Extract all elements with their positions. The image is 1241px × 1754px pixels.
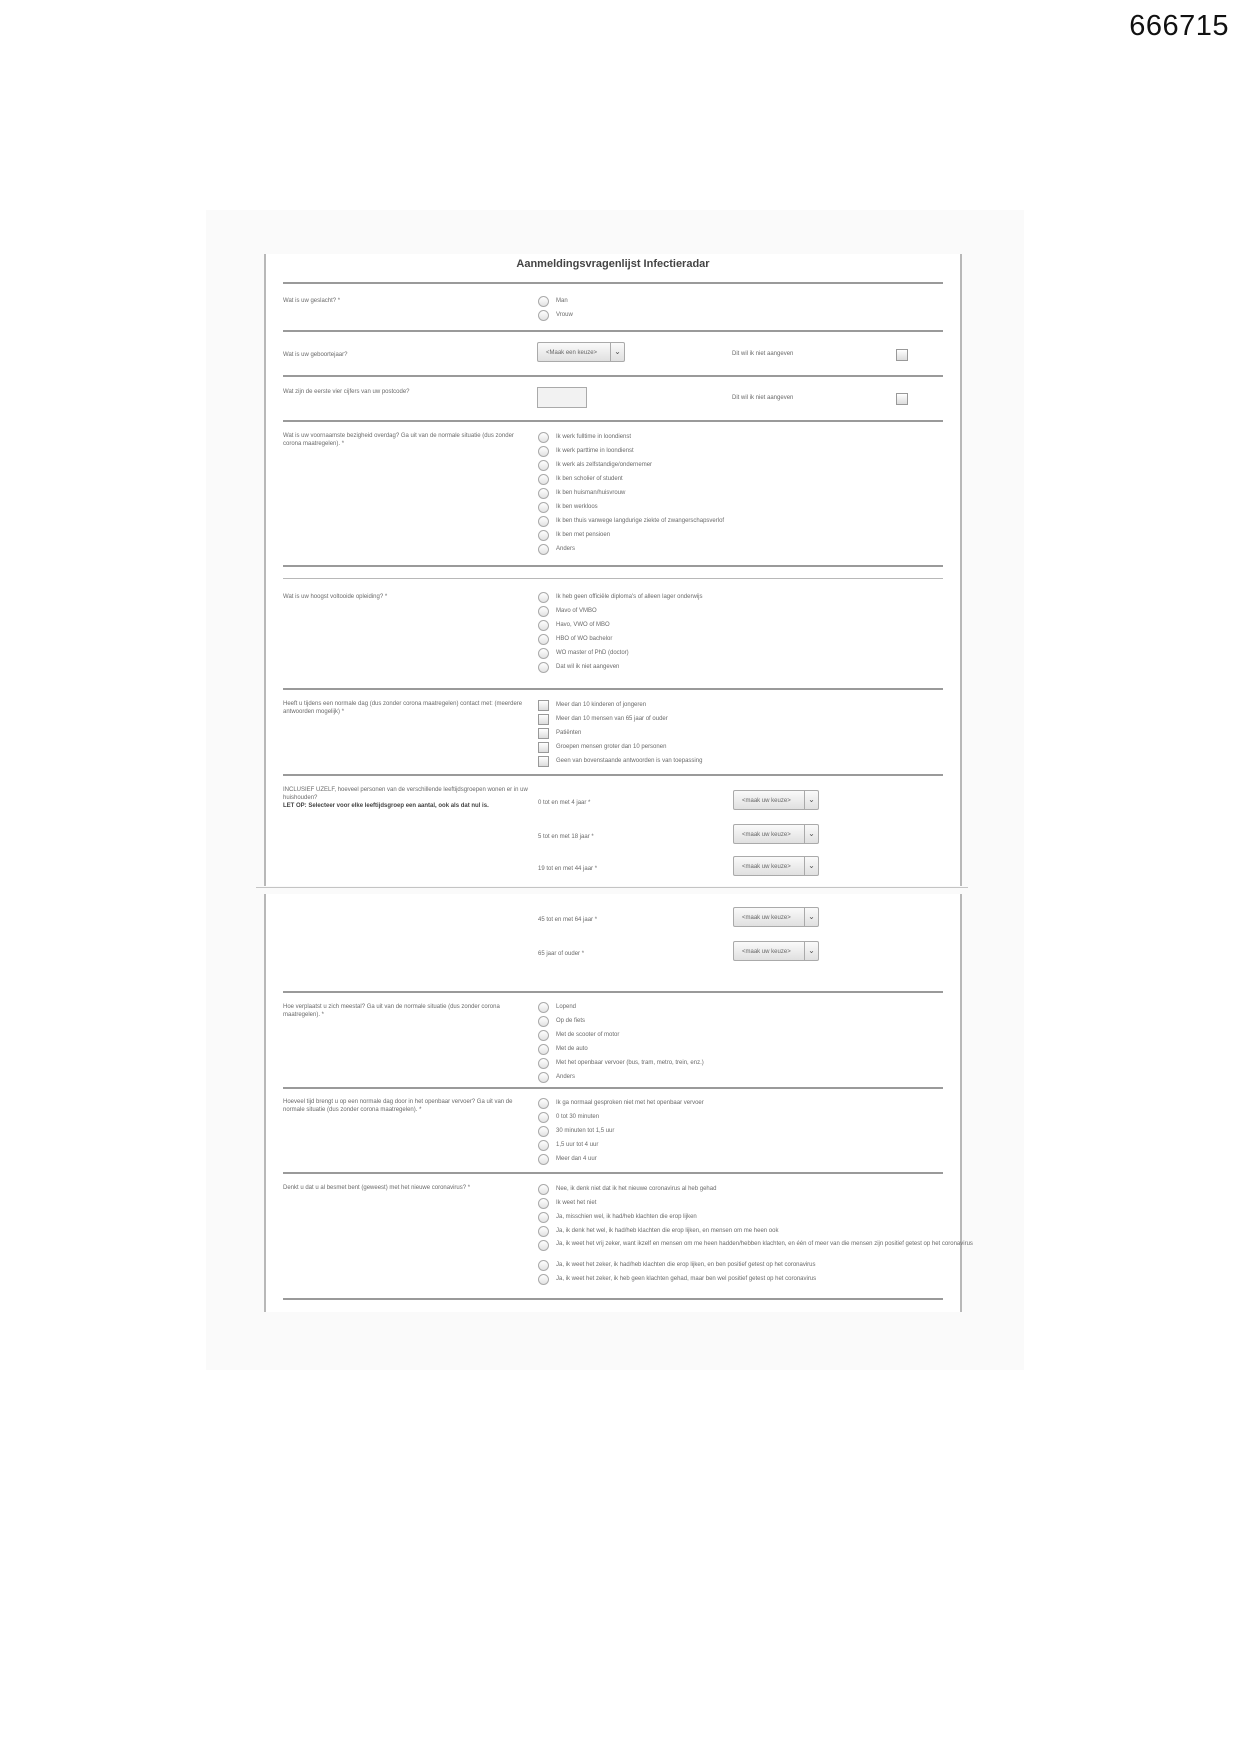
- checkbox[interactable]: [538, 714, 549, 725]
- radio-option[interactable]: [538, 296, 573, 310]
- radio-button[interactable]: [538, 432, 549, 443]
- radio-option[interactable]: [538, 1112, 704, 1126]
- option-label: Ik werk als zelfstandige/ondernemer: [556, 462, 653, 468]
- radio-option[interactable]: [538, 1140, 704, 1154]
- birthyear-optout-label: Dit wil ik niet aangeven: [732, 351, 794, 357]
- option-label: Ik weet het niet: [556, 1200, 597, 1206]
- checkbox-option[interactable]: [538, 742, 702, 756]
- form-title: Aanmeldingsvragenlijst Infectieradar: [516, 258, 710, 270]
- radio-button[interactable]: [538, 648, 549, 659]
- divider: [283, 375, 943, 377]
- transport-options: [538, 1002, 704, 1086]
- question-transit-time: Hoeveel tijd brengt u op een normale dag door in het openbaar vervoer? Ga uit van de normale situatie (dus zonder corona maatregelen). *: [283, 1099, 513, 1113]
- page-seam: [256, 887, 968, 888]
- radio-button[interactable]: [538, 1198, 549, 1209]
- age-group-select[interactable]: [733, 941, 819, 961]
- radio-button[interactable]: [538, 1154, 549, 1165]
- radio-button[interactable]: [538, 1212, 549, 1223]
- postcode-optout-label: Dit wil ik niet aangeven: [732, 395, 794, 401]
- household-question-text: INCLUSIEF UZELF, hoeveel personen van de verschillende leeftijdsgroepen wonen er in uw huishouden?: [283, 787, 528, 801]
- chevron-down-icon: ⌄: [804, 857, 818, 875]
- radio-option[interactable]: [538, 530, 724, 544]
- question-contact: Heeft u tijdens een normale dag (dus zonder corona maatregelen) contact met: (meerdere antwoorden mogelijk) *: [283, 701, 523, 715]
- option-label: 0 tot 30 minuten: [556, 1114, 600, 1120]
- radio-option[interactable]: [538, 516, 724, 530]
- radio-option[interactable]: [538, 1184, 976, 1198]
- question-transport: Hoe verplaatst u zich meestal? Ga uit van de normale situatie (dus zonder corona maatregelen). *: [283, 1004, 500, 1018]
- gender-options: [538, 296, 573, 324]
- radio-button[interactable]: [538, 460, 549, 471]
- radio-option[interactable]: [538, 648, 702, 662]
- chevron-down-icon: ⌄: [804, 908, 818, 926]
- select-value: <maak uw keuze>: [742, 949, 791, 955]
- chevron-down-icon: ⌄: [804, 825, 818, 843]
- option-label: Ik werk fulltime in loondienst: [556, 434, 632, 440]
- radio-option[interactable]: [538, 1240, 976, 1260]
- divider: [283, 1087, 943, 1089]
- chevron-down-icon: ⌄: [804, 942, 818, 960]
- option-label: Meer dan 10 kinderen of jongeren: [556, 702, 647, 708]
- infected-options: [538, 1184, 976, 1288]
- radio-button[interactable]: [538, 1016, 549, 1027]
- radio-option[interactable]: [538, 1198, 976, 1212]
- radio-button[interactable]: [538, 592, 549, 603]
- option-label: 30 minuten tot 1,5 uur: [556, 1128, 615, 1134]
- radio-option[interactable]: [538, 474, 724, 488]
- option-label: HBO of WO bachelor: [556, 636, 613, 642]
- option-label: Op de fiets: [556, 1018, 586, 1024]
- document-id: 666715: [1129, 10, 1229, 42]
- radio-button[interactable]: [538, 1274, 549, 1285]
- age-group-select[interactable]: [733, 907, 819, 927]
- radio-button[interactable]: [538, 606, 549, 617]
- option-label: Ik werk parttime in loondienst: [556, 448, 634, 454]
- radio-option[interactable]: [538, 620, 702, 634]
- question-occupation: Wat is uw voornaamste bezigheid overdag? Ga uit van de normale situatie (dus zonder corona maatregelen). *: [283, 433, 514, 447]
- radio-button[interactable]: [538, 620, 549, 631]
- transit-time-options: [538, 1098, 704, 1168]
- radio-button[interactable]: [538, 1126, 549, 1137]
- radio-button[interactable]: [538, 1098, 549, 1109]
- option-label: Patiënten: [556, 730, 582, 736]
- radio-option[interactable]: [538, 606, 702, 620]
- checkbox-option[interactable]: [538, 756, 702, 770]
- option-label: Ja, misschien wel, ik had/heb klachten die erop lijken: [556, 1214, 697, 1220]
- age-group-label: 5 tot en met 18 jaar *: [538, 834, 594, 840]
- option-label: Ja, ik denk het wel, ik had/heb klachten die erop lijken, en mensen om me heen ook: [556, 1228, 779, 1234]
- radio-option[interactable]: [538, 1030, 704, 1044]
- divider: [283, 578, 943, 579]
- radio-option[interactable]: [538, 1260, 976, 1274]
- radio-option[interactable]: [538, 1072, 704, 1086]
- radio-button[interactable]: [538, 544, 549, 555]
- option-label: Dat wil ik niet aangeven: [556, 664, 620, 670]
- option-label: Anders: [556, 546, 576, 552]
- radio-option[interactable]: [538, 634, 702, 648]
- radio-button[interactable]: [538, 310, 549, 321]
- radio-option[interactable]: [538, 432, 724, 446]
- radio-option[interactable]: [538, 1154, 704, 1168]
- radio-button[interactable]: [538, 1030, 549, 1041]
- checkbox[interactable]: [538, 756, 549, 767]
- education-options: [538, 592, 702, 676]
- option-label: Ik ben scholier of student: [556, 476, 623, 482]
- postcode-input[interactable]: [537, 387, 587, 408]
- option-label: Ik ga normaal gesproken niet met het openbaar vervoer: [556, 1100, 704, 1106]
- form-page-1: [264, 254, 962, 886]
- question-gender: Wat is uw geslacht? *: [283, 298, 341, 304]
- option-label: Groepen mensen groter dan 10 personen: [556, 744, 667, 750]
- radio-option[interactable]: [538, 1058, 704, 1072]
- option-label: Ja, ik weet het zeker, ik heb geen klachten gehad, maar ben wel positief getest op het coronavirus: [556, 1276, 817, 1282]
- checkbox[interactable]: [538, 742, 549, 753]
- radio-button[interactable]: [538, 1044, 549, 1055]
- chevron-down-icon: ⌄: [804, 791, 818, 809]
- radio-button[interactable]: [538, 662, 549, 673]
- radio-button[interactable]: [538, 1002, 549, 1013]
- option-label: 1,5 uur tot 4 uur: [556, 1142, 599, 1148]
- radio-button[interactable]: [538, 1226, 549, 1237]
- radio-button[interactable]: [538, 516, 549, 527]
- occupation-options: [538, 432, 724, 558]
- radio-button[interactable]: [538, 1240, 549, 1251]
- question-household: [283, 786, 533, 810]
- radio-option[interactable]: [538, 1226, 976, 1240]
- radio-option[interactable]: [538, 1098, 704, 1112]
- option-label: WO master of PhD (doctor): [556, 650, 629, 656]
- radio-option[interactable]: [538, 662, 702, 676]
- radio-button[interactable]: [538, 474, 549, 485]
- option-label: Geen van bovenstaande antwoorden is van toepassing: [556, 758, 703, 764]
- select-value: <maak uw keuze>: [742, 864, 791, 870]
- radio-button[interactable]: [538, 1058, 549, 1069]
- postcode-optout-checkbox[interactable]: [896, 393, 908, 405]
- option-label: Mavo of VMBO: [556, 608, 597, 614]
- checkbox-option[interactable]: [538, 700, 702, 714]
- age-group-label: 65 jaar of ouder *: [538, 951, 585, 957]
- household-note: LET OP: Selecteer voor elke leeftijdsgroep een aantal, ook als dat nul is.: [283, 803, 489, 809]
- select-value: <maak uw keuze>: [742, 915, 791, 921]
- form-page-2: [264, 894, 973, 1312]
- radio-button[interactable]: [538, 1140, 549, 1151]
- divider: [283, 420, 943, 422]
- option-label: Ik ben huisman/huisvrouw: [556, 490, 626, 496]
- radio-button[interactable]: [538, 530, 549, 541]
- option-label: Vrouw: [556, 312, 573, 318]
- checkbox[interactable]: [538, 700, 549, 711]
- option-label: Ik ben thuis vanwege langdurige ziekte of zwangerschapsverlof: [556, 518, 725, 524]
- radio-option[interactable]: [538, 1212, 976, 1226]
- select-value: <maak uw keuze>: [742, 798, 791, 804]
- option-label: Ik heb geen officiële diploma's of alleen lager onderwijs: [556, 594, 703, 600]
- question-infected: Denkt u dat u al besmet bent (geweest) met het nieuwe coronavirus? *: [283, 1185, 471, 1191]
- radio-option[interactable]: [538, 1274, 976, 1288]
- radio-button[interactable]: [538, 1260, 549, 1271]
- radio-option[interactable]: [538, 310, 573, 324]
- option-label: Anders: [556, 1074, 576, 1080]
- radio-button[interactable]: [538, 502, 549, 513]
- divider: [283, 1298, 943, 1300]
- contact-options: [538, 700, 702, 770]
- option-label: Ja, ik weet het vrij zeker, want ikzelf en mensen om me heen hadden/hebben klachten, en één of meer van die mensen zijn positief getest op het coronavirus: [556, 1241, 973, 1247]
- age-group-label: 0 tot en met 4 jaar *: [538, 800, 591, 806]
- checkbox-option[interactable]: [538, 728, 702, 742]
- age-group-label: 45 tot en met 64 jaar *: [538, 917, 598, 923]
- divider: [283, 774, 943, 776]
- radio-button[interactable]: [538, 488, 549, 499]
- radio-option[interactable]: [538, 1016, 704, 1030]
- checkbox[interactable]: [538, 728, 549, 739]
- option-label: Meer dan 4 uur: [556, 1156, 597, 1162]
- option-label: Man: [556, 298, 568, 304]
- select-value: <Maak een keuze>: [546, 350, 598, 356]
- question-birthyear: Wat is uw geboortejaar?: [283, 352, 348, 358]
- option-label: Meer dan 10 mensen van 65 jaar of ouder: [556, 716, 668, 722]
- option-label: Met de auto: [556, 1046, 588, 1052]
- divider: [283, 565, 943, 567]
- option-label: Ja, ik weet het zeker, ik had/heb klachten die erop lijken, en ben positief getest op het coronavirus: [556, 1262, 816, 1268]
- radio-option[interactable]: [538, 592, 702, 606]
- age-group-select[interactable]: [733, 824, 819, 844]
- checkbox-option[interactable]: [538, 714, 702, 728]
- radio-button[interactable]: [538, 1072, 549, 1083]
- divider: [283, 991, 943, 993]
- radio-button[interactable]: [538, 446, 549, 457]
- radio-button[interactable]: [538, 296, 549, 307]
- radio-option[interactable]: [538, 544, 724, 558]
- age-group-label: 19 tot en met 44 jaar *: [538, 866, 598, 872]
- radio-option[interactable]: [538, 1044, 704, 1058]
- radio-option[interactable]: [538, 488, 724, 502]
- divider: [283, 1172, 943, 1174]
- question-education: Wat is uw hoogst voltooide opleiding? *: [283, 594, 388, 600]
- radio-option[interactable]: [538, 502, 724, 516]
- option-label: Ik ben werkloos: [556, 504, 598, 510]
- option-label: Met de scooter of motor: [556, 1032, 620, 1038]
- option-label: Ik ben met pensioen: [556, 532, 611, 538]
- radio-option[interactable]: [538, 1002, 704, 1016]
- radio-button[interactable]: [538, 634, 549, 645]
- option-label: Lopend: [556, 1004, 577, 1010]
- age-group-select[interactable]: [733, 856, 819, 876]
- radio-option[interactable]: [538, 446, 724, 460]
- option-label: Nee, ik denk niet dat ik het nieuwe coronavirus al heb gehad: [556, 1186, 717, 1192]
- radio-option[interactable]: [538, 1126, 704, 1140]
- select-value: <maak uw keuze>: [742, 832, 791, 838]
- option-label: Met het openbaar vervoer (bus, tram, metro, trein, enz.): [556, 1060, 704, 1066]
- divider: [283, 330, 943, 332]
- birthyear-optout-checkbox[interactable]: [896, 349, 908, 361]
- age-group-select[interactable]: [733, 790, 819, 810]
- chevron-down-icon: ⌄: [610, 343, 624, 361]
- birthyear-select[interactable]: [537, 342, 625, 362]
- radio-option[interactable]: [538, 460, 724, 474]
- option-label: Havo, VWO of MBO: [556, 622, 610, 628]
- radio-button[interactable]: [538, 1184, 549, 1195]
- divider: [283, 688, 943, 690]
- divider: [283, 282, 943, 284]
- question-postcode: Wat zijn de eerste vier cijfers van uw postcode?: [283, 389, 410, 395]
- radio-button[interactable]: [538, 1112, 549, 1123]
